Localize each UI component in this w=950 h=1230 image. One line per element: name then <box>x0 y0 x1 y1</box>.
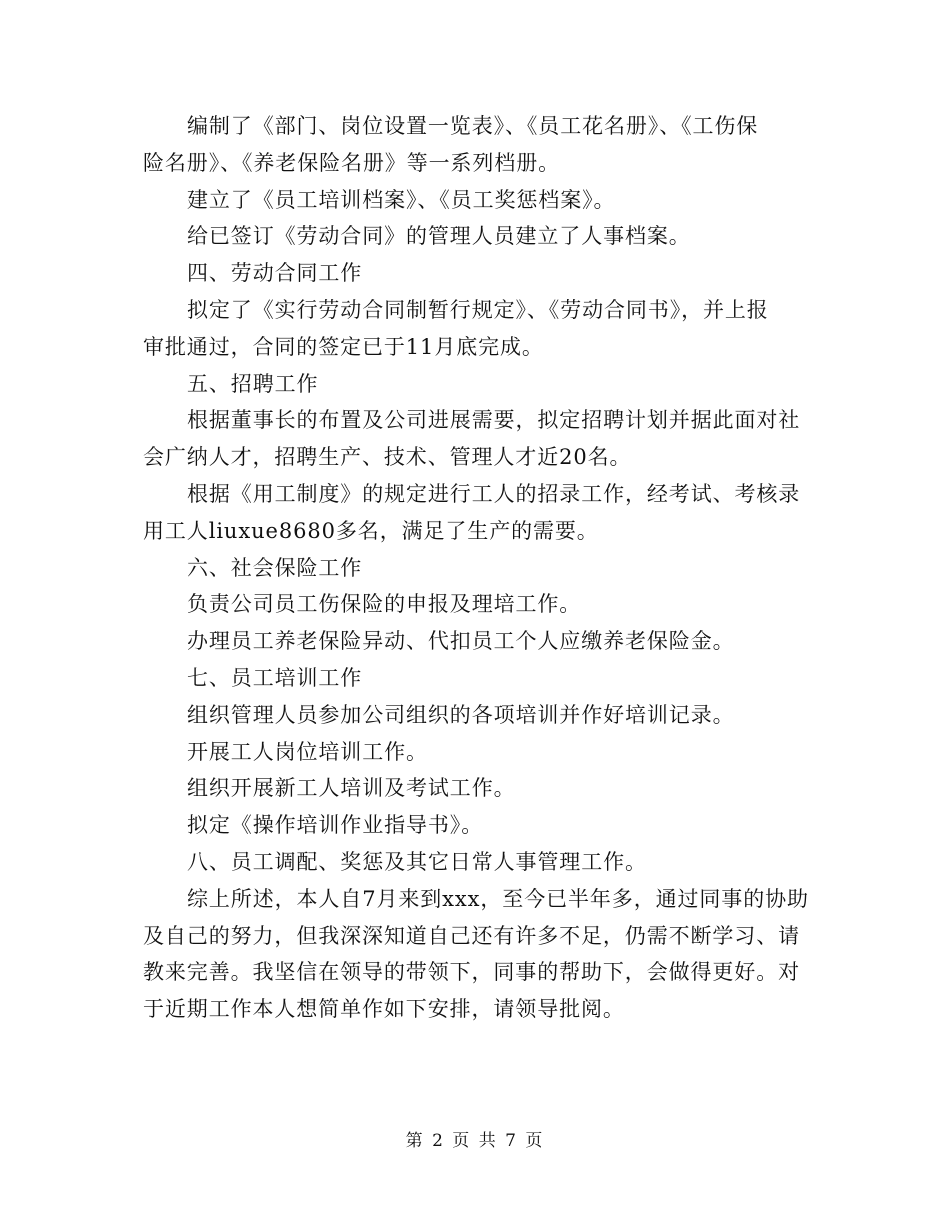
paragraph-line: 编制了《部门、岗位设置一览表》、《员工花名册》、《工伤保 <box>187 114 759 138</box>
paragraph-line: 险名册》、《养老保险名册》等一系列档册。 <box>143 150 560 175</box>
section-heading: 五、招聘工作 <box>187 371 319 396</box>
paragraph-line: 综上所述，本人自7月来到xxx，至今已半年多，通过同事的协助 <box>187 886 809 911</box>
section-heading: 七、员工培训工作 <box>187 665 363 690</box>
section-heading: 六、社会保险工作 <box>187 555 363 580</box>
section-heading: 四、劳动合同工作 <box>187 261 363 286</box>
paragraph-line: 拟定《操作培训作业指导书》。 <box>187 813 484 838</box>
paragraph-line: 组织开展新工人培训及考试工作。 <box>187 776 516 801</box>
paragraph-line: 于近期工作本人想简单作如下安排，请领导批阅。 <box>143 997 625 1022</box>
paragraph-line: 建立了《员工培训档案》、《员工奖惩档案》。 <box>187 187 616 212</box>
paragraph-line: 及自己的努力，但我深深知道自己还有许多不足，仍需不断学习、请 <box>143 923 800 948</box>
paragraph-line: 拟定了《实行劳动合同制暂行规定》、《劳动合同书》，并上报 <box>187 297 769 322</box>
section-heading: 八、员工调配、奖惩及其它日常人事管理工作。 <box>187 849 647 874</box>
paragraph-line: 教来完善。我坚信在领导的带领下，同事的帮助下，会做得更好。对 <box>143 960 800 985</box>
paragraph-line: 会广纳人才，招聘生产、技术、管理人才近20名。 <box>143 445 632 470</box>
paragraph-line: 审批通过，合同的签定已于11月底完成。 <box>143 334 544 359</box>
paragraph-line: 根据董事长的布置及公司进展需要，拟定招聘计划并据此面对社 <box>187 408 801 433</box>
paragraph-line: 用工人liuxue8680多名，满足了生产的需要。 <box>143 518 599 543</box>
paragraph-line: 开展工人岗位培训工作。 <box>187 739 428 764</box>
paragraph-line: 给已签订《劳动合同》的管理人员建立了人事档案。 <box>187 224 691 249</box>
paragraph-line: 负责公司员工伤保险的申报及理培工作。 <box>187 592 582 617</box>
paragraph-line: 组织管理人员参加公司组织的各项培训并作好培训记录。 <box>187 702 735 727</box>
page-number-footer: 第 2 页 共 7 页 <box>405 1131 545 1151</box>
paragraph-line: 根据《用工制度》的规定进行工人的招录工作，经考试、考核录 <box>187 481 801 506</box>
document-body <box>143 108 815 1028</box>
paragraph-line: 办理员工养老保险异动、代扣员工个人应缴养老保险金。 <box>187 629 735 654</box>
